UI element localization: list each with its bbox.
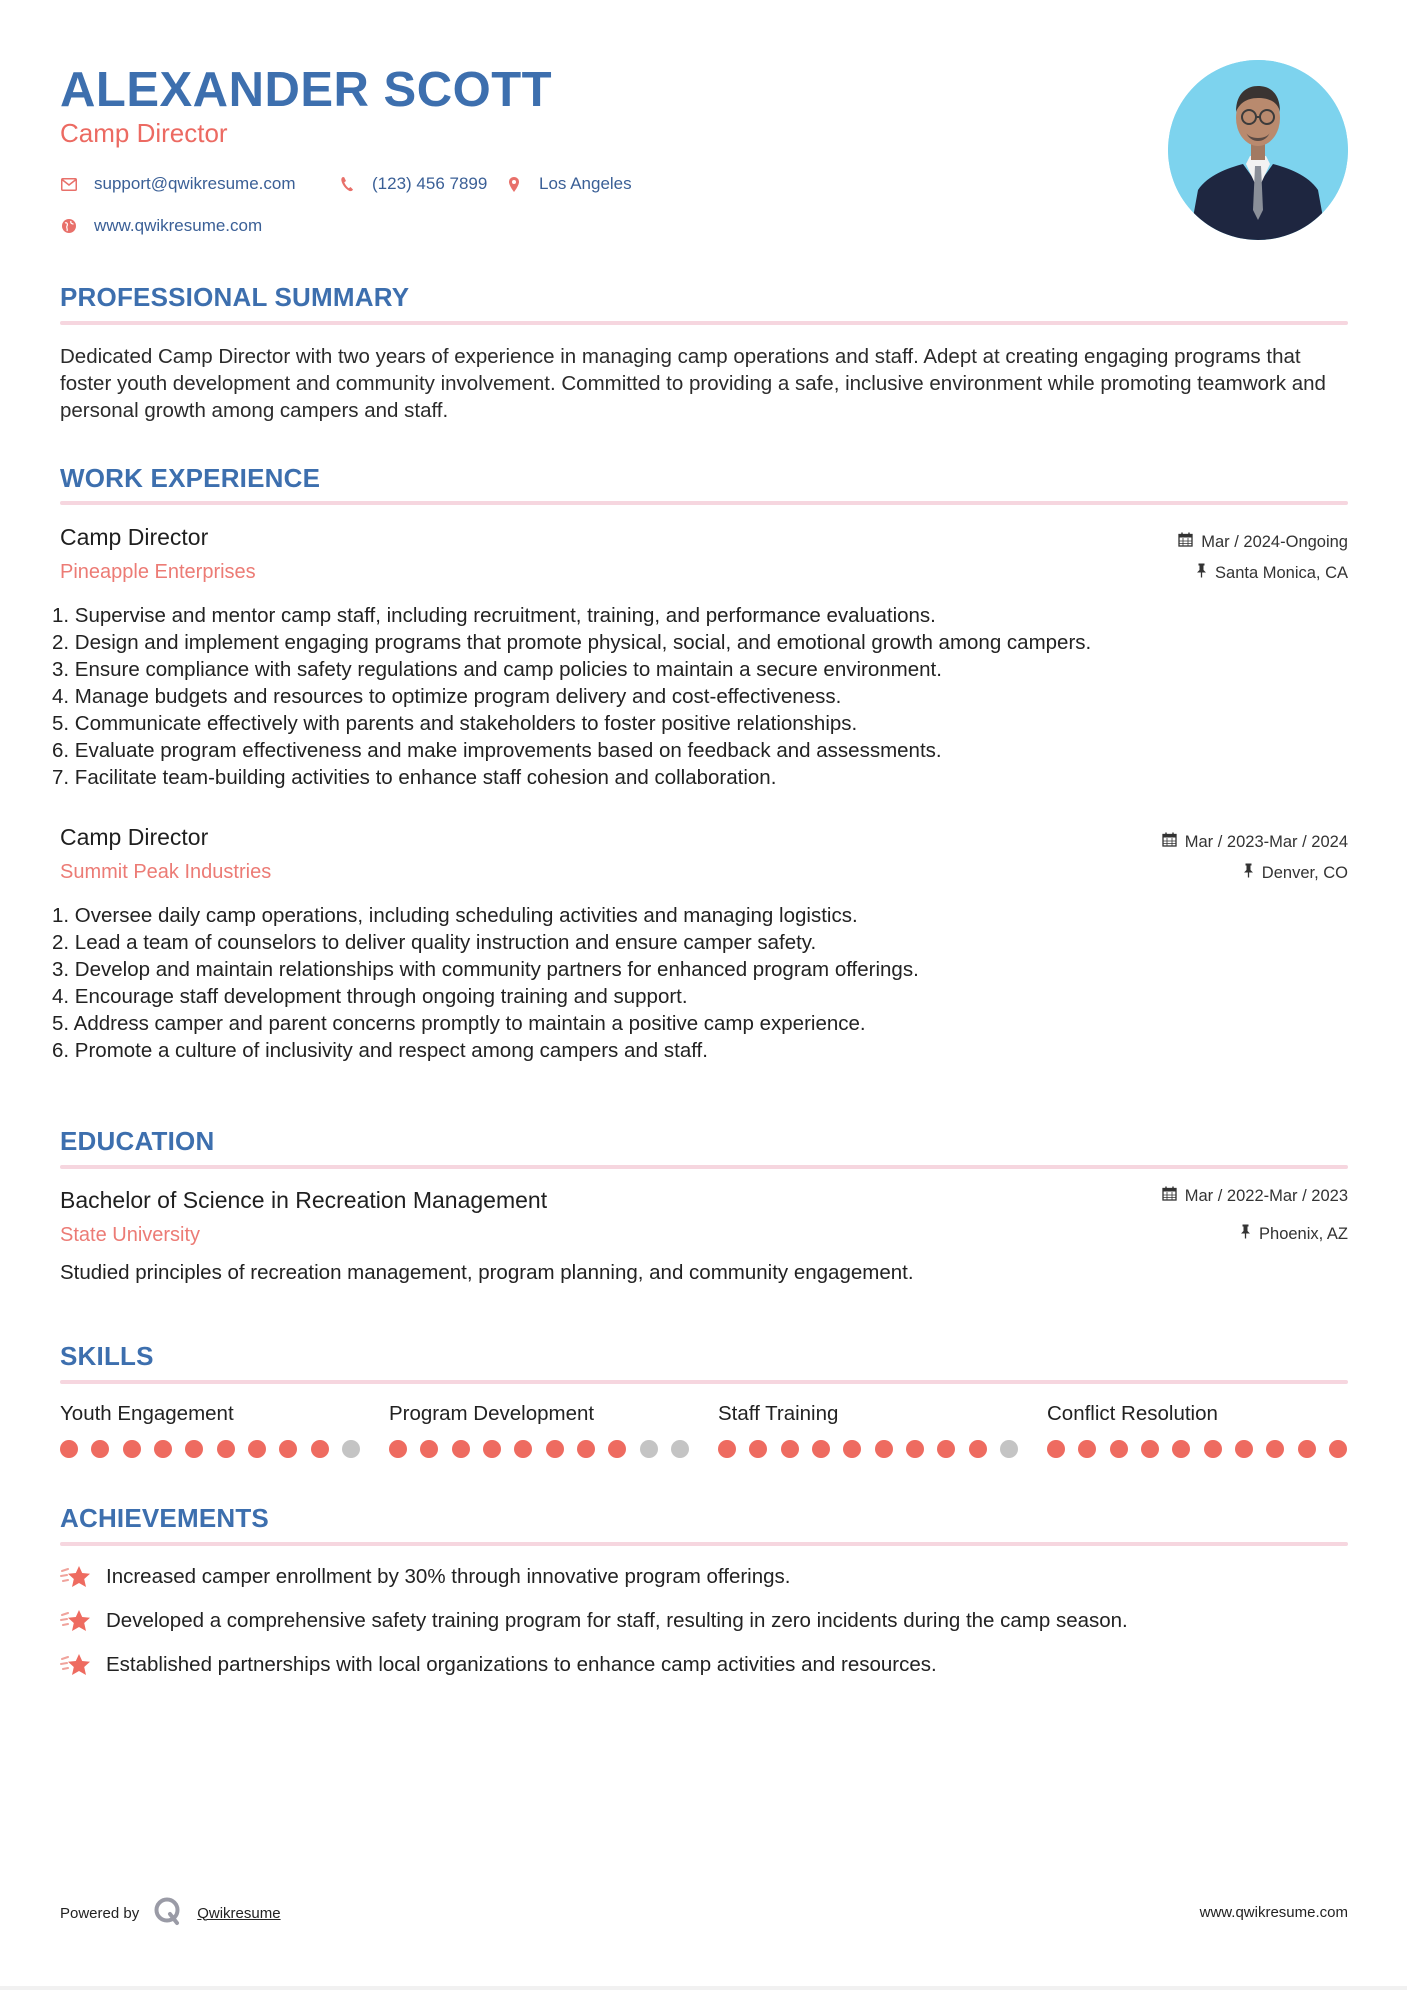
job-company: Pineapple Enterprises [60,561,256,583]
rating-dot-filled [452,1440,470,1458]
rating-dot-filled [875,1440,893,1458]
skill-rating [1047,1440,1347,1458]
skill-name: Program Development [389,1402,595,1425]
job-bullets [52,602,1352,791]
rating-dot-filled [577,1440,595,1458]
job-title: Camp Director [60,824,209,850]
profile-photo [1168,60,1348,240]
rating-dot-filled [937,1440,955,1458]
list-item: 7. Facilitate team-building activities to enhance staff cohesion and collaboration. [52,766,777,789]
skill-rating [718,1440,1018,1458]
section-divider [60,501,1348,505]
skill-name: Conflict Resolution [1047,1402,1218,1425]
list-item: 5. Address camper and parent concerns promptly to maintain a positive camp experience. [52,1012,866,1035]
rating-dot-filled [1329,1440,1347,1458]
list-item: 2. Design and implement engaging programs that promote physical, social, and emotional growth among campers. [52,631,1092,654]
shooting-star-icon [60,1564,92,1590]
achievement-item: Increased camper enrollment by 30% through innovative program offerings. [60,1564,790,1590]
skill-item [60,1402,360,1458]
list-item: 4. Encourage staff development through ongoing training and support. [52,985,688,1008]
rating-dot-filled [608,1440,626,1458]
envelope-icon [60,175,78,193]
section-heading-education: EDUCATION [60,1126,215,1156]
rating-dot-empty [342,1440,360,1458]
rating-dot-filled [311,1440,329,1458]
rating-dot-filled [812,1440,830,1458]
rating-dot-empty [1000,1440,1018,1458]
job-company: Summit Peak Industries [60,861,272,883]
skill-rating [60,1440,360,1458]
page-bottom-edge [0,1986,1407,1990]
achievement-item: Established partnerships with local organizations to enhance camp activities and resources. [60,1652,937,1678]
rating-dot-filled [1266,1440,1284,1458]
rating-dot-filled [1235,1440,1253,1458]
rating-dot-filled [843,1440,861,1458]
rating-dot-filled [1110,1440,1128,1458]
email-text[interactable]: support@qwikresume.com [94,174,296,193]
calendar-icon [1162,1186,1177,1206]
rating-dot-empty [671,1440,689,1458]
person-portrait-icon [1168,60,1348,240]
footer-website[interactable]: www.qwikresume.com [1199,1904,1348,1921]
rating-dot-filled [1047,1440,1065,1458]
rating-dot-filled [1204,1440,1222,1458]
rating-dot-filled [1141,1440,1159,1458]
powered-by-label: Powered by [60,1904,140,1922]
achievement-item: Developed a comprehensive safety training program for staff, resulting in zero incidents during the camp season. [60,1608,1128,1634]
rating-dot-filled [279,1440,297,1458]
section-heading-achievements: ACHIEVEMENTS [60,1503,269,1533]
section-divider [60,1165,1348,1169]
map-pin-icon [505,175,523,193]
shooting-star-icon [60,1652,92,1678]
location-text: Los Angeles [539,174,632,193]
skill-item [1047,1402,1347,1458]
summary-text: Dedicated Camp Director with two years of experience in managing camp operations and staff. Adept at creating engaging programs that foster youth development and community involvement. Committed to providing a safe, inclusive environment while promoting teamwork and personal growth among campers and staff. [60,345,1326,422]
list-item: 1. Oversee daily camp operations, including scheduling activities and managing logistics. [52,904,858,927]
rating-dot-filled [1298,1440,1316,1458]
contact-email[interactable] [60,174,296,194]
education-description: Studied principles of recreation management, program planning, and community engagement. [60,1261,914,1284]
rating-dot-filled [906,1440,924,1458]
rating-dot-filled [420,1440,438,1458]
job-location: Santa Monica, CA [1196,563,1348,583]
rating-dot-filled [185,1440,203,1458]
list-item: 3. Develop and maintain relationships with community partners for enhanced program offerings. [52,958,919,981]
job-title: Camp Director [60,524,209,550]
qwikresume-link[interactable]: Qwikresume [197,1904,281,1922]
rating-dot-filled [781,1440,799,1458]
section-divider [60,321,1348,325]
rating-dot-filled [123,1440,141,1458]
calendar-icon [1162,832,1177,852]
phone-text[interactable]: (123) 456 7899 [372,174,488,193]
section-divider [60,1380,1348,1384]
globe-icon [60,217,78,235]
rating-dot-filled [154,1440,172,1458]
rating-dot-filled [514,1440,532,1458]
list-item: 2. Lead a team of counselors to deliver quality instruction and ensure camper safety. [52,931,817,954]
section-divider [60,1542,1348,1546]
section-heading-skills: SKILLS [60,1341,154,1371]
pushpin-icon [1243,863,1254,883]
rating-dot-filled [483,1440,501,1458]
skill-rating [389,1440,689,1458]
website-text[interactable]: www.qwikresume.com [94,216,263,235]
pushpin-icon [1196,563,1207,583]
rating-dot-filled [248,1440,266,1458]
skills-list [0,1402,1407,1462]
rating-dot-filled [969,1440,987,1458]
section-heading-summary: PROFESSIONAL SUMMARY [60,282,410,312]
contact-website[interactable] [60,216,262,236]
list-item: 6. Promote a culture of inclusivity and respect among campers and staff. [52,1039,708,1062]
job-bullets [52,902,1352,1064]
section-heading-experience: WORK EXPERIENCE [60,463,321,493]
pushpin-icon [1240,1224,1251,1244]
rating-dot-filled [749,1440,767,1458]
rating-dot-filled [546,1440,564,1458]
candidate-role: Camp Director [60,118,228,148]
skill-item [389,1402,689,1458]
phone-icon [338,175,356,193]
skill-name: Staff Training [718,1402,839,1425]
list-item: 3. Ensure compliance with safety regulations and camp policies to maintain a secure environment. [52,658,942,681]
education-dates: Mar / 2022-Mar / 2023 [1162,1186,1348,1206]
rating-dot-filled [1172,1440,1190,1458]
qwikresume-logo-icon [153,1896,183,1930]
rating-dot-filled [1078,1440,1096,1458]
job-location: Denver, CO [1243,863,1348,883]
list-item: 5. Communicate effectively with parents and stakeholders to foster positive relationships. [52,712,858,735]
contact-phone[interactable] [338,174,487,194]
job-dates: Mar / 2023-Mar / 2024 [1162,832,1348,852]
rating-dot-filled [217,1440,235,1458]
candidate-name: ALEXANDER SCOTT [60,63,553,117]
calendar-icon [1178,532,1193,552]
rating-dot-filled [389,1440,407,1458]
skill-item [718,1402,1018,1458]
rating-dot-filled [60,1440,78,1458]
job-dates: Mar / 2024-Ongoing [1178,532,1348,552]
list-item: 6. Evaluate program effectiveness and make improvements based on feedback and assessments. [52,739,942,762]
rating-dot-empty [640,1440,658,1458]
shooting-star-icon [60,1608,92,1634]
contact-location [505,174,632,194]
degree-title: Bachelor of Science in Recreation Management [60,1187,548,1213]
rating-dot-filled [718,1440,736,1458]
list-item: 1. Supervise and mentor camp staff, including recruitment, training, and performance evaluations. [52,604,936,627]
education-location: Phoenix, AZ [1240,1224,1348,1244]
footer-powered-by [60,1896,281,1930]
list-item: 4. Manage budgets and resources to optimize program delivery and cost-effectiveness. [52,685,842,708]
skill-name: Youth Engagement [60,1402,234,1425]
rating-dot-filled [91,1440,109,1458]
school-name: State University [60,1224,201,1246]
